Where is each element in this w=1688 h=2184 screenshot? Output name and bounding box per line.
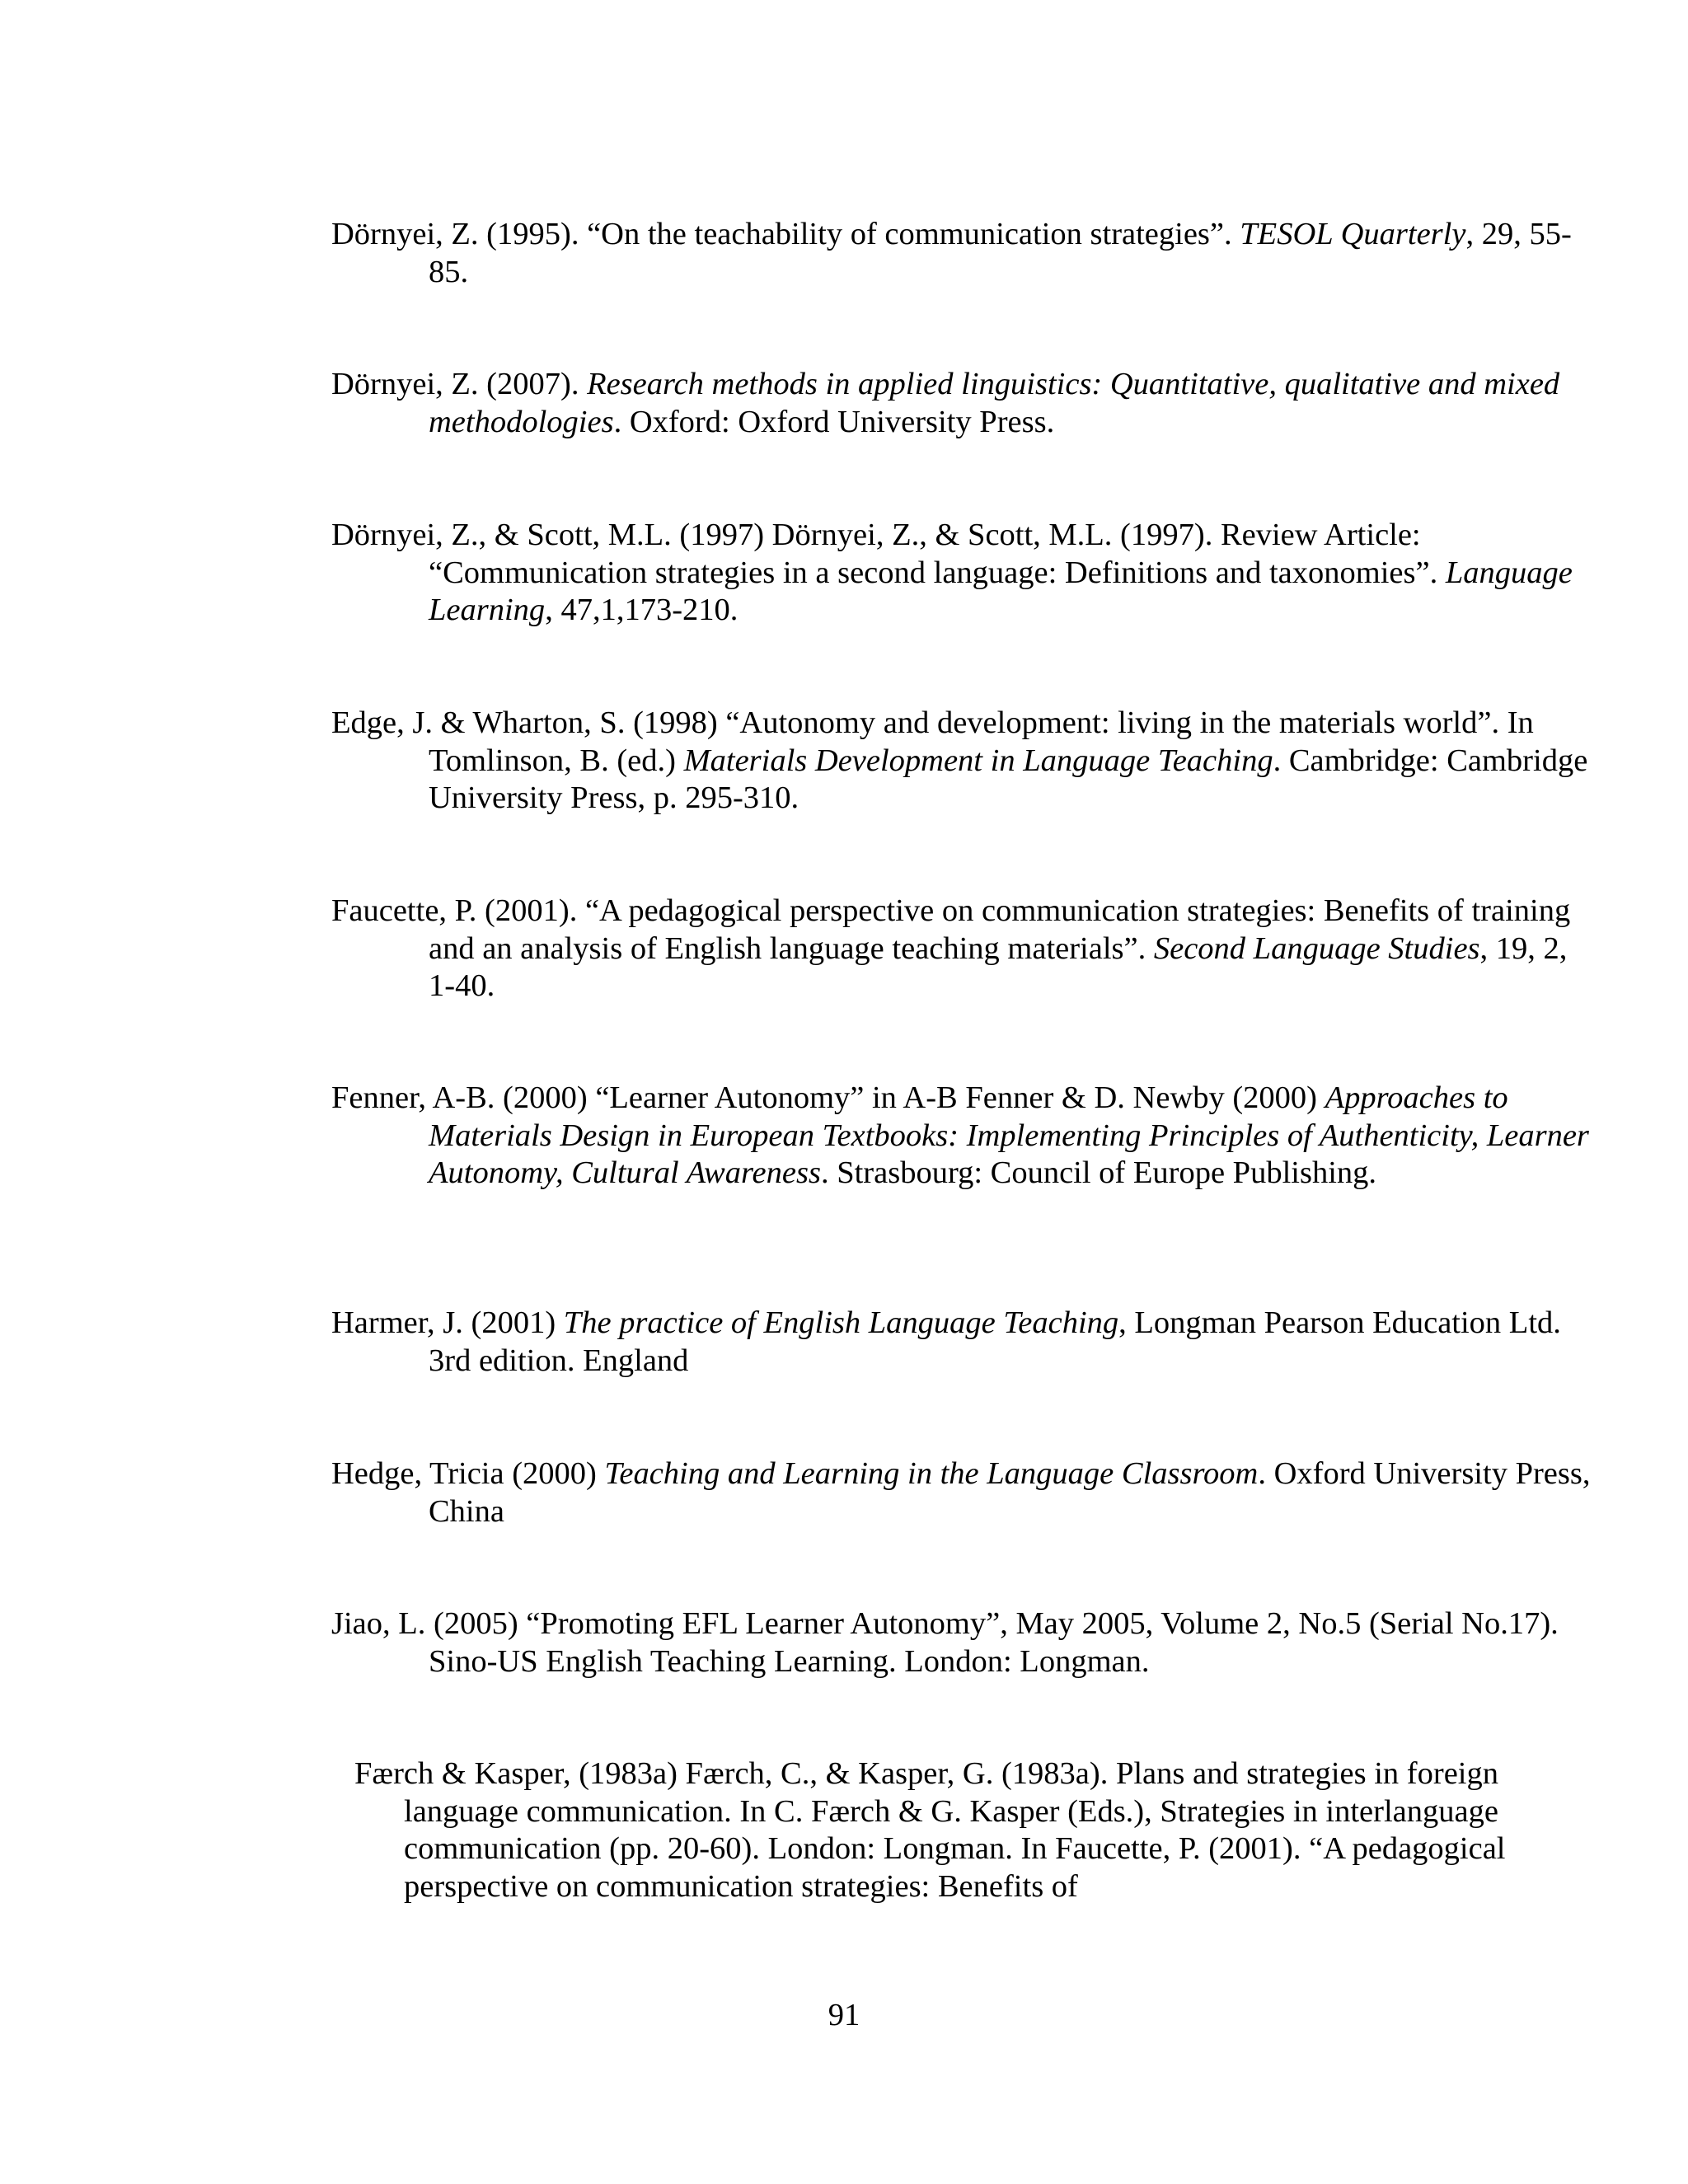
reference-text: , 19, 2, 1-40.	[429, 930, 1568, 1003]
reference-text: , 29, 55-85.	[429, 217, 1572, 289]
reference-text: . Cambridge: Cambridge University Press, p. 295-310.	[429, 743, 1588, 815]
reference-text: Fenner, A-B. (2000) “Learner Autonomy” in A-B Fenner & D. Newby (2000)	[331, 1080, 1325, 1115]
reference-text: , Longman Pearson Education Ltd. 3rd edition. England	[429, 1305, 1561, 1378]
reference-title-italic: Approaches to Materials Design in European Textbooks: Implementing Principles of Authenticity, Learner Autonomy, Cultural Awareness	[429, 1080, 1589, 1190]
reference-entry	[331, 1605, 1599, 1680]
reference-entry	[331, 1305, 1599, 1380]
reference-entry	[331, 366, 1599, 441]
reference-entry	[354, 1755, 1541, 1905]
reference-text: Edge, J. & Wharton, S. (1998) “Autonomy and development: living in the materials world”. In Tomlinson, B. (ed.)	[331, 705, 1534, 778]
reference-title-italic: Research methods in applied linguistics: Quantitative, qualitative and mixed methodologies	[429, 367, 1560, 439]
reference-text: Hedge, Tricia (2000)	[331, 1456, 605, 1491]
reference-text: . Oxford University Press, China	[429, 1456, 1591, 1529]
reference-text: . Strasbourg: Council of Europe Publishing.	[820, 1155, 1377, 1190]
reference-entry	[331, 1080, 1599, 1193]
reference-text: , 47,1,173-210.	[545, 593, 738, 627]
reference-text: Jiao, L. (2005) “Promoting EFL Learner Autonomy”, May 2005, Volume 2, No.5 (Serial No.17). Sino-US English Teaching Learning. London: Longman.	[331, 1606, 1559, 1679]
reference-text: Harmer, J. (2001)	[331, 1305, 564, 1340]
reference-title-italic: Language Learning	[429, 555, 1573, 627]
reference-text: Faucette, P. (2001). “A pedagogical perspective on communication strategies: Benefits of training and an analysis of English language teaching materials”.	[331, 893, 1571, 966]
reference-text: Dörnyei, Z. (2007).	[331, 367, 588, 401]
reference-text: Dörnyei, Z., & Scott, M.L. (1997) Dörnyei, Z., & Scott, M.L. (1997). Review Article: “Communication strategies in a second language: Definitions and taxonomies”.	[331, 518, 1446, 590]
reference-text: Dörnyei, Z. (1995). “On the teachability of communication strategies”.	[331, 217, 1240, 251]
reference-text: Færch & Kasper, (1983a) Færch, C., & Kasper, G. (1983a). Plans and strategies in foreign language communication. In C. Færch & G. Kasper (Eds.), Strategies in interlanguage communication (pp. 20-60). London: Longman. In Faucette, P. (2001). “A pedagogical perspective on communication strategies: Benefits of	[354, 1756, 1506, 1904]
reference-text: . Oxford: Oxford University Press.	[613, 404, 1055, 439]
reference-title-italic: Second Language Studies	[1153, 930, 1480, 966]
reference-title-italic: Materials Development in Language Teaching	[683, 743, 1273, 778]
reference-entry	[331, 893, 1599, 1005]
reference-title-italic: The practice of English Language Teaching	[563, 1305, 1119, 1340]
page-number: 91	[828, 1998, 860, 2032]
reference-entry	[331, 216, 1599, 291]
reference-title-italic: Teaching and Learning in the Language Classroom	[604, 1456, 1259, 1491]
reference-title-italic: TESOL Quarterly	[1240, 217, 1466, 251]
reference-entry	[331, 705, 1599, 818]
reference-entry	[331, 517, 1599, 630]
reference-entry	[331, 1455, 1599, 1530]
